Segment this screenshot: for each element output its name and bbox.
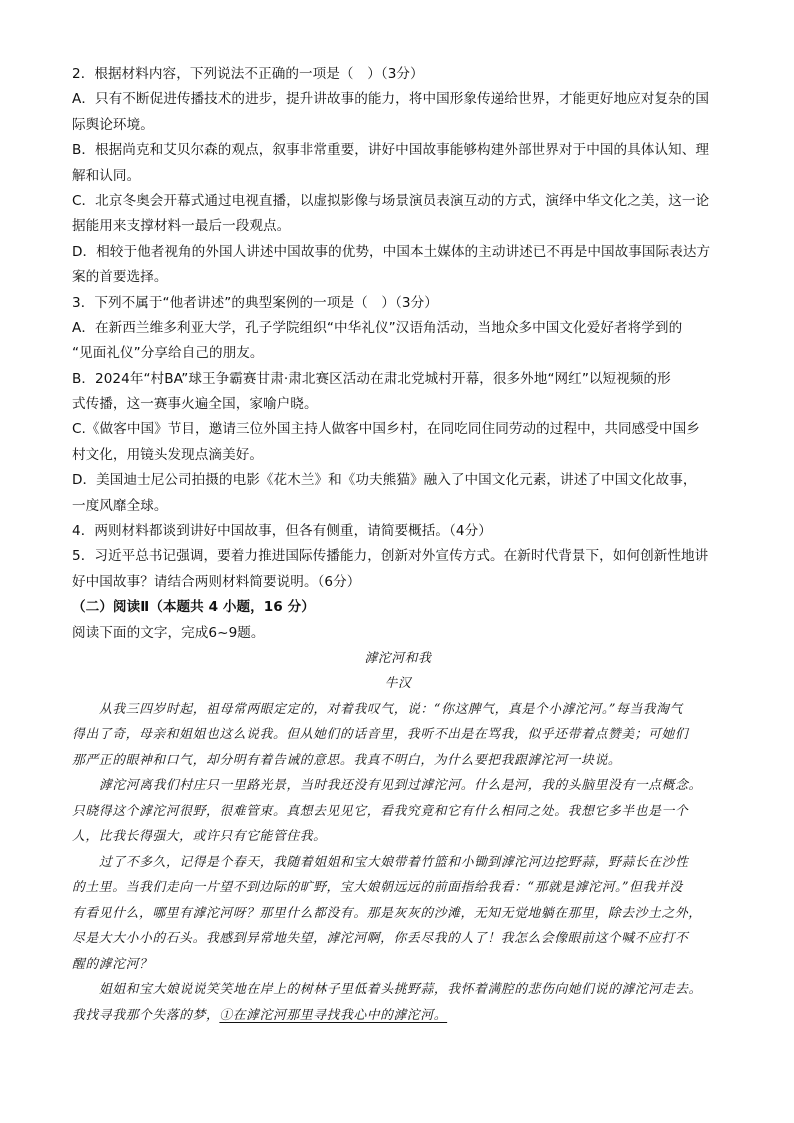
essay-paragraph-1 [72,697,724,774]
essay [72,646,724,1028]
essay-paragraph-4 [72,977,724,1028]
option-line: “见面礼仪”分享给自己的朋友。 [72,345,264,362]
essay-line: 尽是大大小小的石头。我感到异常地失望，滹沱河啊，你丢尽我的人了！我怎么会像眼前这个喊不应打不 [72,931,689,947]
essay-paragraph-3 [72,850,724,978]
essay-line: 从我三四岁时起，祖母常两眼定定的，对着我叹气，说：“你这脾气，真是个小滹沱河。”每当我淘气 [99,701,683,717]
essay-line: 滹沱河离我们村庄只一里路光景，当时我还没有见到过滹沱河。什么是河，我的头脑里没有一点概念。 [99,778,702,794]
question-2 [72,62,724,291]
option-line: 村文化，用镜头发现点滴美好。 [72,446,264,463]
essay-author: 牛汉 [384,676,412,692]
option-line: 据能用来支撑材料一最后一段观点。 [72,218,291,235]
question-2-stem: 2．根据材料内容，下列说法不正确的一项是（ ）（3分） [72,66,424,82]
section-heading: （二）阅读Ⅱ（本题共 4 小题，16 分） [72,599,315,616]
essay-line: 人，比我长得强大，或许只有它能管住我。 [72,829,327,845]
option-line: 式传播，这一赛事火遍全国，家喻户晓。 [72,396,318,413]
essay-title: 滹沱河和我 [364,650,432,666]
underlined-sentence-1: ①在滹沱河那里寻找我心中的滹沱河。 [219,1007,448,1023]
option-line: 案的首要选择。 [72,269,168,286]
essay-line: 那严正的眼神和口气，却分明有着告诫的意思。我真不明白，为什么要把我跟滹沱河一块说。 [72,752,622,768]
essay-line: 得出了奇，母亲和姐姐也这么说我。但从她们的话音里，我听不出是在骂我，似乎还带着点赞美；可她们 [72,727,689,743]
option-line: 一度风靡全球。 [72,497,168,514]
question-4: 4．两则材料都谈到讲好中国故事，但各有侧重，请简要概括。（4分） [72,523,492,540]
option-line: 解和认同。 [72,167,141,184]
essay-line: 的土里。当我们走向一片望不到边际的旷野，宝大娘朝远远的前面指给我看：“那就是滹沱河。”但我并没 [72,880,683,896]
option-line: B．根据尚克和艾贝尔森的观点，叙事非常重要，讲好中国故事能够构建外部世界对于中国的具体认知、理 [72,142,709,159]
option-line: C．北京冬奥会开幕式通过电视直播，以虚拟影像与场景演员表演互动的方式，演绎中华文化之美，这一论 [72,192,710,209]
option-line: B．2024年“村BA”球王争霸赛甘肃·肃北赛区活动在肃北党城村开幕，很多外地“网红”以短视频的形 [72,370,671,387]
essay-line-last [72,1003,724,1029]
essay-line: 姐姐和宝大娘说说笑笑地在岸上的树林子里低着头挑野蒜，我怀着满腔的悲伤向她们说的滹沱河走去。 [99,982,702,998]
option-line: C.《做客中国》节目，邀请三位外国主持人做客中国乡村，在同吃同住同劳动的过程中，共同感受中国乡 [72,421,700,438]
option-line: 际舆论环境。 [72,116,154,133]
essay-text: 我找寻我那个失落的梦， [72,1007,220,1023]
question-5-line: 5．习近平总书记强调，要着力推进国际传播能力，创新对外宣传方式。在新时代背景下，如何创新性地讲 [72,548,709,565]
question-5 [72,544,724,595]
essay-line: 过了不多久，记得是个春天，我随着姐姐和宝大娘带着竹篮和小锄到滹沱河边挖野蒜，野蒜长在沙性 [99,854,689,870]
option-line: A．在新西兰维多利亚大学，孔子学院组织“中华礼仪”汉语角活动，当地众多中国文化爱好者将学到的 [72,319,683,336]
essay-paragraph-2 [72,773,724,850]
option-line: D．美国迪士尼公司拍摄的电影《花木兰》和《功夫熊猫》融入了中国文化元素，讲述了中国文化故事， [72,472,697,489]
question-5-line: 好中国故事？请结合两则材料简要说明。（6分） [72,573,361,590]
option-line: A．只有不断促进传播技术的进步，提升讲故事的能力，将中国形象传递给世界，才能更好地应对复杂的国 [72,91,709,108]
question-3 [72,291,724,520]
question-3-stem: 3．下列不属于“他者讲述”的典型案例的一项是（ ）（3分） [72,294,438,311]
essay-line: 醒的滹沱河？ [72,956,153,972]
essay-line: 有看见什么，哪里有滹沱河呀？那里什么都没有。那是灰灰的沙滩，无知无觉地躺在那里，除去沙土之外， [72,905,702,921]
essay-line: 只晓得这个滹沱河很野，很难管束。真想去见见它，看我究竟和它有什么相同之处。我想它多半也是一个 [72,803,689,819]
section-instruction: 阅读下面的文字，完成6~9题。 [72,624,265,641]
option-line: D．相较于他者视角的外国人讲述中国故事的优势，中国本土媒体的主动讲述已不再是中国故事国际表达方 [72,243,711,260]
exam-page [72,62,724,1028]
